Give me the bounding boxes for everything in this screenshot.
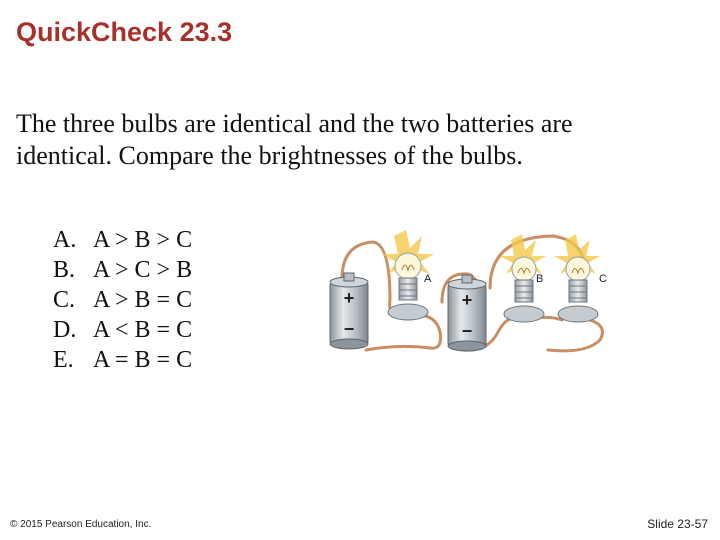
option-letter: C. [53, 287, 76, 313]
wire [548, 320, 602, 351]
answer-option-c[interactable] [53, 285, 192, 315]
bulb-c [554, 234, 607, 322]
answer-option-d[interactable] [53, 315, 192, 345]
question-text: The three bulbs are identical and the two batteries are identical. Compare the brightnesses of the bulbs. [16, 109, 573, 170]
bulb-b-label: B [536, 273, 544, 285]
option-letter: E. [53, 347, 74, 373]
option-text: A = B = C [93, 347, 193, 373]
bulb-a-label: A [424, 273, 432, 285]
answer-options [53, 225, 192, 375]
bulb-c-label: C [599, 273, 607, 285]
option-text: A > C > B [93, 257, 193, 283]
answer-option-b[interactable] [53, 255, 192, 285]
answer-option-a[interactable] [53, 225, 192, 255]
option-text: A > B > C [93, 227, 193, 253]
slide-number: Slide 23-57 [647, 517, 708, 531]
option-text: A < B = C [93, 317, 193, 343]
battery-minus-label: − [461, 321, 473, 341]
answer-option-e[interactable] [53, 345, 192, 375]
option-letter: D. [53, 317, 77, 343]
option-text: A > B = C [93, 287, 193, 313]
option-letter: A. [53, 227, 77, 253]
battery-minus-label: − [343, 319, 355, 339]
battery-plus-label: + [461, 290, 473, 310]
slide-title: QuickCheck 23.3 [16, 17, 233, 47]
option-letter: B. [53, 257, 76, 283]
battery-left [330, 273, 368, 349]
footer-copyright: © 2015 Pearson Education, Inc. [10, 519, 152, 530]
circuit-illustration [318, 222, 618, 377]
battery-plus-label: + [343, 288, 355, 308]
battery-right [448, 275, 486, 351]
